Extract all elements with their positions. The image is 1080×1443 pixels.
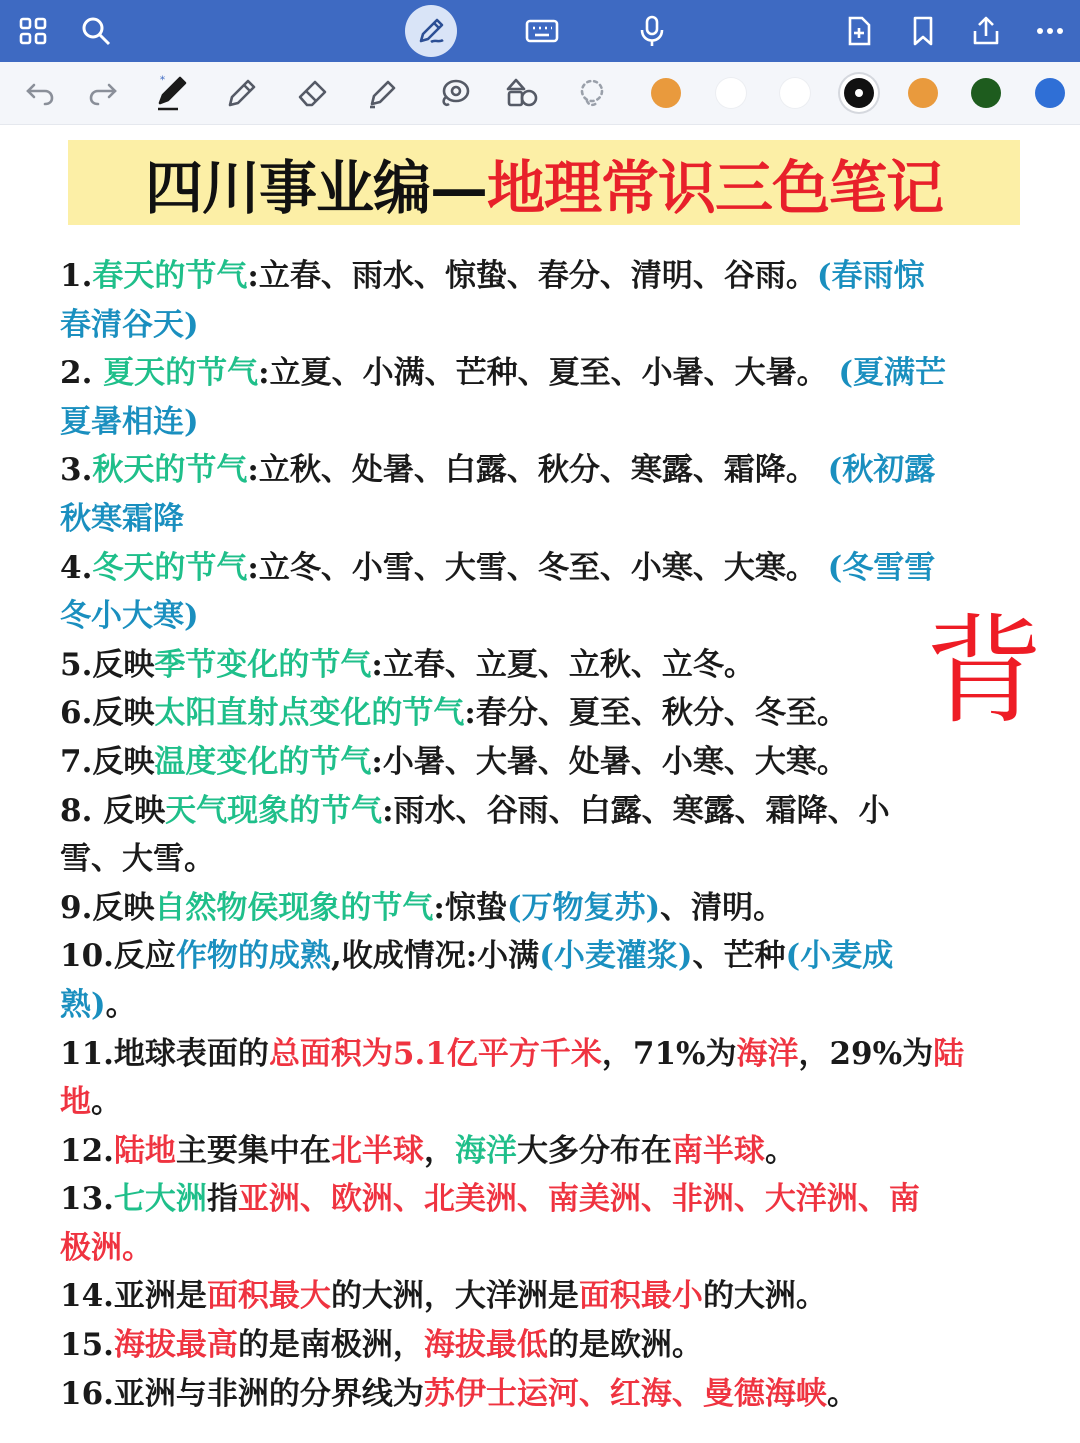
note-segment: 1.	[60, 258, 93, 294]
note-segment: 作物的成熟	[175, 938, 331, 975]
note-line	[60, 1321, 1005, 1370]
note-segment: 。	[826, 1375, 858, 1412]
note-line	[60, 1224, 1005, 1273]
bookmark-icon[interactable]	[902, 10, 944, 52]
color-swatch-blue[interactable]	[1035, 78, 1065, 108]
note-segment: 春天的节气	[92, 258, 248, 294]
note-line	[60, 398, 1005, 447]
highlighter-icon[interactable]	[363, 73, 403, 113]
note-segment: 主要集中在	[175, 1132, 331, 1169]
eraser-icon[interactable]	[293, 73, 333, 113]
note-segment: 雪、大雪。	[60, 841, 215, 878]
note-segment: 冬天的节气	[92, 549, 248, 586]
note-segment: 5.反映	[60, 646, 155, 683]
note-segment: 2.	[60, 355, 104, 392]
note-segment: 秋寒霜降	[60, 500, 184, 537]
handwritten-annotation: 背	[925, 602, 1044, 740]
note-segment: 的大洲。	[702, 1278, 827, 1315]
note-line	[60, 981, 1005, 1030]
note-segment: 14.亚洲是	[60, 1278, 207, 1315]
pen-mode-button[interactable]	[405, 5, 457, 57]
note-line	[60, 884, 1005, 933]
note-segment: 七大洲	[113, 1181, 207, 1218]
grid-icon[interactable]	[12, 10, 54, 52]
note-segment: 秋天的节气	[92, 452, 248, 489]
redo-icon[interactable]	[83, 73, 123, 113]
note-segment: 。	[764, 1132, 796, 1169]
note-segment: 的是南极洲，	[237, 1327, 424, 1364]
note-segment: 16.亚洲与非洲的分界线为	[60, 1375, 424, 1412]
note-segment: 北半球	[330, 1132, 424, 1169]
note-segment: 夏暑相连)	[60, 403, 199, 440]
top-toolbar	[0, 0, 1080, 62]
note-segment: 苏伊士运河、红海、曼德海峡	[423, 1375, 827, 1412]
note-line	[60, 252, 1005, 301]
color-swatch-orange-2[interactable]	[908, 78, 938, 108]
page-title	[68, 140, 1020, 225]
note-line	[60, 495, 1005, 544]
note-line	[60, 1127, 1005, 1176]
note-segment: :小暑、大暑、处暑、小寒、大寒。	[371, 743, 848, 780]
note-segment: 自然物侯现象的节气	[154, 889, 434, 926]
note-segment: (小麦成	[785, 938, 894, 975]
note-segment: 陆	[933, 1035, 965, 1072]
share-icon[interactable]	[965, 10, 1007, 52]
note-segment: (万物复苏)	[506, 889, 661, 926]
microphone-icon[interactable]	[631, 10, 673, 52]
note-line	[60, 301, 1005, 350]
note-segment: 陆地	[113, 1132, 176, 1169]
note-segment: 海洋	[736, 1035, 799, 1072]
note-segment: ，29%为	[798, 1035, 934, 1072]
note-segment: 7.反映	[60, 743, 155, 780]
note-segment: 、芒种	[692, 938, 786, 975]
notes-body	[60, 252, 1005, 1418]
note-line	[60, 835, 1005, 884]
add-page-icon[interactable]	[838, 10, 880, 52]
note-segment: 15.	[60, 1327, 114, 1364]
note-segment: 海拔最低	[423, 1327, 548, 1364]
note-segment: 面积最大	[206, 1278, 331, 1315]
note-segment: 的是欧洲。	[547, 1327, 703, 1364]
note-line	[60, 641, 1005, 690]
selected-check-icon	[855, 89, 863, 97]
title-part-1: 四川事业编—	[144, 153, 487, 222]
note-segment: 。	[105, 986, 137, 1023]
note-segment: 冬小大寒)	[60, 598, 199, 635]
note-segment: 12.	[60, 1132, 114, 1169]
note-segment: (春雨惊	[816, 258, 925, 294]
note-segment: 11.地球表面的	[60, 1035, 269, 1072]
note-segment: 4.	[60, 549, 93, 586]
pencil-icon[interactable]	[222, 73, 262, 113]
note-line	[60, 932, 1005, 981]
undo-icon[interactable]	[20, 73, 60, 113]
note-line	[60, 1272, 1005, 1321]
note-line	[60, 1370, 1005, 1419]
note-segment: 地	[60, 1084, 91, 1121]
note-segment: :立秋、处暑、白露、秋分、寒露、霜降。	[247, 452, 828, 489]
title-part-2: 地理常识三色笔记	[487, 153, 944, 222]
note-segment: 3.	[60, 452, 93, 489]
note-segment: 季节变化的节气	[154, 646, 372, 683]
note-segment: 总面积为5.1亿平方千米	[268, 1035, 602, 1072]
tool-toolbar	[0, 62, 1080, 125]
note-segment: ,收成情况:小满	[330, 938, 540, 975]
note-segment: 太阳直射点变化的节气	[154, 695, 465, 732]
note-segment: 夏天的节气	[103, 355, 259, 392]
note-segment: :立夏、小满、芒种、夏至、小暑、大暑。	[258, 355, 839, 392]
note-line	[60, 689, 1005, 738]
note-segment: (小麦灌浆)	[539, 938, 693, 975]
color-swatch-green[interactable]	[971, 78, 1001, 108]
note-line	[60, 446, 1005, 495]
note-segment: ，71%为	[601, 1035, 737, 1072]
svg-text:*: *	[160, 75, 165, 86]
note-segment: ，	[423, 1132, 455, 1169]
note-segment: (夏满芒	[838, 355, 947, 392]
note-segment: :立春、雨水、惊蛰、春分、清明、谷雨。	[247, 258, 817, 294]
note-segment: 。	[91, 1084, 122, 1121]
note-line	[60, 349, 1005, 398]
note-segment: :惊蛰	[433, 889, 507, 926]
note-line	[60, 1175, 1005, 1224]
note-line	[60, 787, 1005, 836]
keyboard-icon[interactable]	[521, 10, 563, 52]
note-segment: 熟)	[60, 986, 106, 1023]
note-segment: 天气现象的节气	[165, 792, 383, 829]
pen-mode-icon	[415, 15, 447, 47]
note-segment: 温度变化的节气	[154, 743, 372, 780]
note-segment: (秋初露	[827, 452, 936, 489]
pen-tool-icon[interactable]	[152, 73, 192, 113]
color-swatch-white[interactable]	[716, 78, 746, 108]
note-segment: :春分、夏至、秋分、冬至。	[464, 695, 848, 732]
note-segment: :立冬、小雪、大雪、冬至、小寒、大寒。	[247, 549, 828, 586]
note-segment: 13.	[60, 1181, 114, 1218]
note-segment: 、清明。	[660, 889, 785, 926]
color-swatch-black[interactable]	[844, 78, 874, 108]
note-segment: 极洲。	[60, 1229, 153, 1266]
note-segment: :雨水、谷雨、白露、寒露、霜降、小	[382, 792, 890, 829]
note-segment: 面积最小	[578, 1278, 703, 1315]
note-segment: 春清谷天)	[60, 306, 199, 343]
note-line	[60, 738, 1005, 787]
laser-icon[interactable]	[572, 73, 612, 113]
color-swatch-orange[interactable]	[651, 78, 681, 108]
color-swatch-white-2[interactable]	[780, 78, 810, 108]
note-segment: 6.反映	[60, 695, 155, 732]
note-segment: 亚洲、欧洲、北美洲、南美洲、非洲、大洋洲、南	[237, 1181, 920, 1218]
note-line	[60, 1030, 1005, 1079]
note-segment: 海拔最高	[113, 1327, 238, 1364]
note-segment: 大多分布在	[516, 1132, 672, 1169]
note-segment: 9.反映	[60, 889, 155, 926]
lasso-icon[interactable]	[434, 73, 474, 113]
note-segment: 10.反应	[60, 938, 176, 975]
note-segment: 指	[206, 1181, 238, 1218]
note-line	[60, 592, 1005, 641]
search-icon[interactable]	[75, 10, 117, 52]
note-line	[60, 1078, 1005, 1127]
note-segment: :立春、立夏、立秋、立冬。	[371, 646, 755, 683]
shapes-icon[interactable]	[502, 73, 542, 113]
note-segment: 8. 反映	[60, 792, 166, 829]
more-icon[interactable]	[1029, 10, 1071, 52]
note-segment: 的大洲，大洋洲是	[330, 1278, 579, 1315]
note-line	[60, 544, 1005, 593]
note-segment: 南半球	[671, 1132, 765, 1169]
note-segment: 海洋	[454, 1132, 517, 1169]
note-segment: (冬雪雪	[827, 549, 936, 586]
